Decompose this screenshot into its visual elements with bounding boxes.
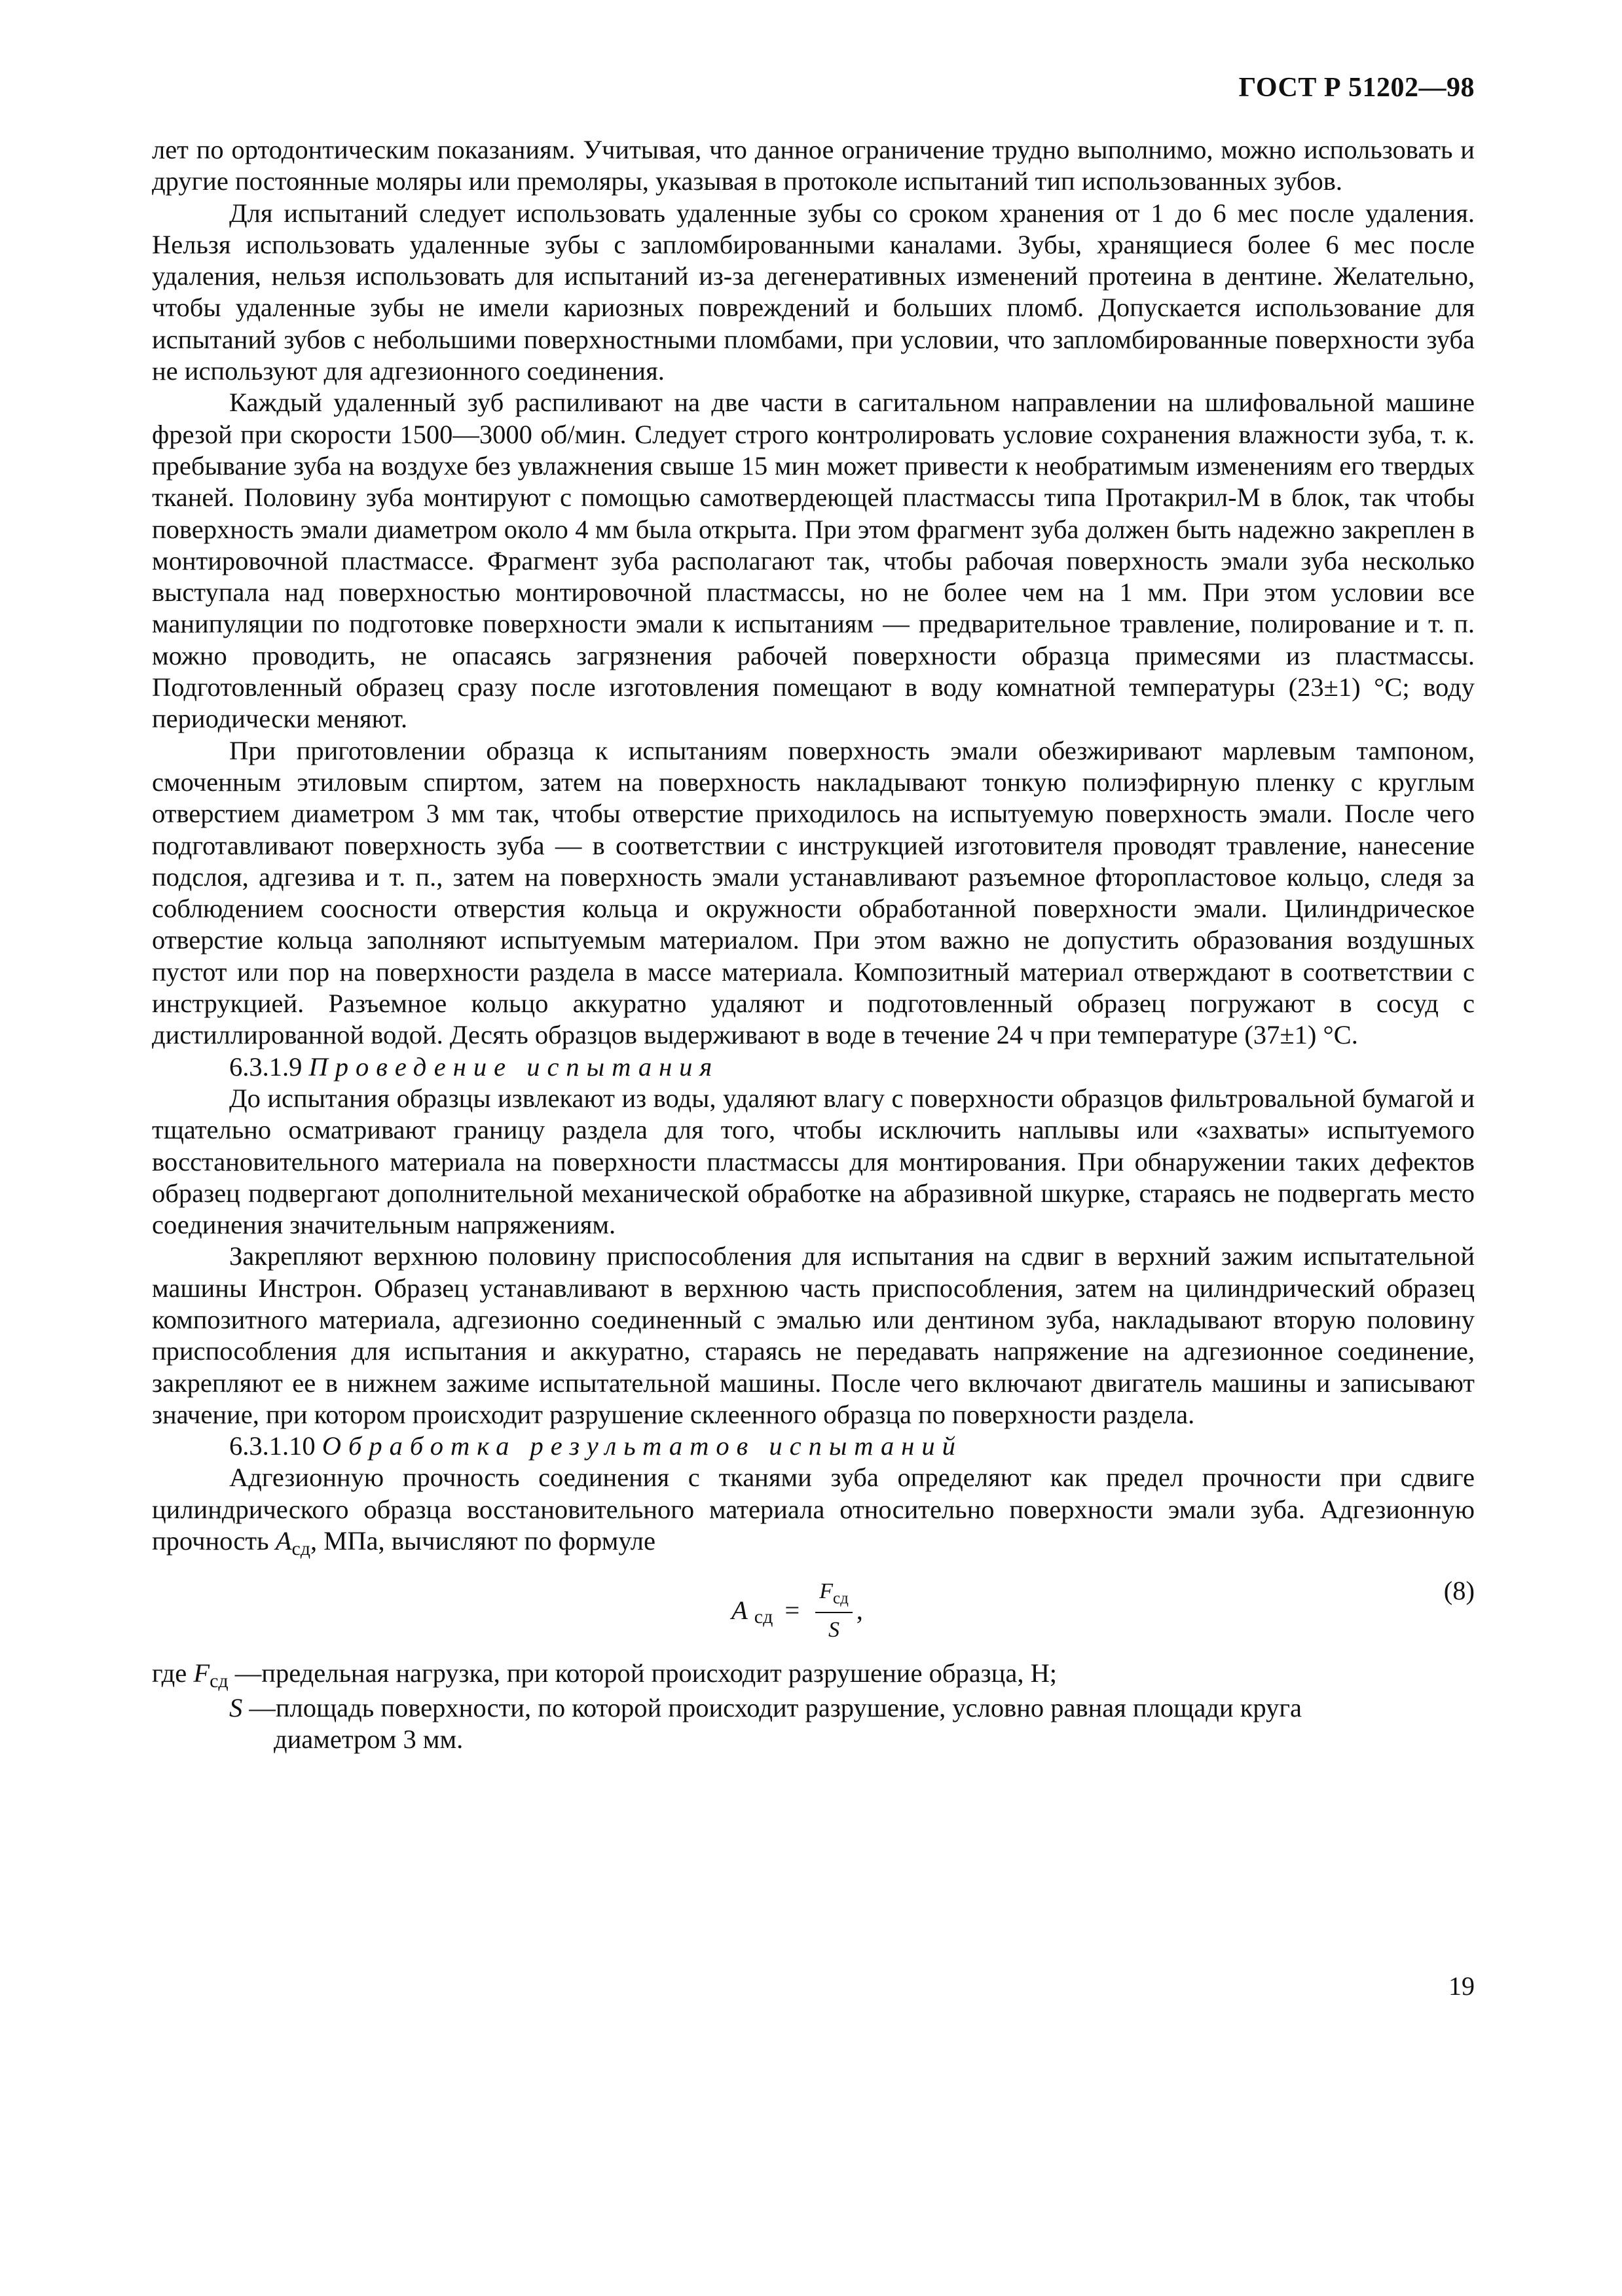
formula-8 [152, 1571, 1475, 1650]
paragraph: До испытания образцы извлекают из воды, удаляют влагу с поверхности образцов фильтровальной бумагой и тщательно осматривают границу раздела для того, чтобы исключить наплывы или «захваты» испытуемого восстановительного материала на поверхности пластмассы для монтирования. При обнаружении таких дефектов образец подвергают дополнительной механической обработке на абразивной шкурке, стараясь не подвергать место соединения значительным напряжениям. [152, 1083, 1475, 1240]
document-body [152, 134, 1475, 1755]
paragraph: Каждый удаленный зуб распиливают на две части в сагитальном направлении на шлифовальной машине фрезой при скорости 1500—3000 об/мин. Следует строго контролировать условие сохранения влажности зуба, т. к. пребывание зуба на воздухе без увлажнения свыше 15 мин может привести к необратимым изменениям его твердых тканей. Половину зуба монтируют с помощью самотвердеющей пластмассы типа Протакрил-М в блок, так чтобы поверхность эмали диаметром около 4 мм была открыта. При этом фрагмент зуба должен быть надежно закреплен в монтировочной пластмассе. Фрагмент зуба располагают так, чтобы рабочая поверхность эмали зуба несколько выступала над поверхностью монтировочной пластмассы, но не более чем на 1 мм. При этом условии все манипуляции по подготовке поверхности эмали к испытаниям — предварительное травление, полирование и т. п. можно проводить, не опасаясь загрязнения рабочей поверхности образца примесями из пластмассы. Подготовленный образец сразу после изготовления помещают в воду комнатной температуры (23±1) °С; воду периодически меняют. [152, 388, 1475, 734]
paragraph: Закрепляют верхнюю половину приспособления для испытания на сдвиг в верхний зажим испытательной машины Инстрон. Образец устанавливают в верхнюю часть приспособления, затем на цилиндрический образец композитного материала, адгезионно соединенный с эмалью или дентином зуба, накладывают вторую половину приспособления для испытания и аккуратно, стараясь не передавать напряжение на адгезионное соединение, закрепляют ее в нижнем зажиме испытательной машины. После чего включают двигатель машины и записывают значение, при котором происходит разрушение склеенного образца по поверхности раздела. [152, 1241, 1475, 1429]
paragraph: При приготовлении образца к испытаниям поверхность эмали обезжиривают марлевым тампоном, смоченным этиловым спиртом, затем на поверхность накладывают тонкую полиэфирную пленку с круглым отверстием диаметром 3 мм так, чтобы отверстие приходилось на испытуемую поверхность эмали. После чего подготавливают поверхность зуба — в соответствии с инструкцией изготовителя проводят травление, нанесение подслоя, адгезива и т. п., затем на поверхность эмали устанавливают разъемное фторопластовое кольцо, следя за соблюдением соосности отверстия кольца и окружности обработанной поверхности эмали. Цилиндрическое отверстие кольца заполняют испытуемым материалом. При этом важно не допустить образования воздушных пустот или пор на поверхности раздела в массе материала. Композитный материал отверждают в соответствии с инструкцией. Разъемное кольцо аккуратно удаляют и подготовленный образец погружают в сосуд с дистиллированной водой. Десять образцов выдерживают в воде в течение 24 ч при температуре (37±1) °С. [152, 735, 1475, 1050]
fraction: $\frac{F_{сд}}{S}$ [815, 1576, 853, 1647]
section-title: Проведение испытания [308, 1051, 720, 1082]
legend-item-s: S —площадь поверхности, по которой происходит разрушение, условно равная площади круга [229, 1692, 1302, 1722]
section-number: 6.3.1.10 [229, 1431, 316, 1461]
page-number: 19 [1448, 1971, 1475, 2001]
paragraph: Адгезионную прочность соединения с тканями зуба определяют как предел прочности при сдвиге цилиндрического образца восстановительного материала относительно поверхности эмали зуба. Адгезионную прочность Aсд, МПа, вычисляют по формуле [152, 1463, 1475, 1560]
paragraph: лет по ортодонтическим показаниям. Учитывая, что данное ограничение трудно выполнимо, можно использовать и другие постоянные моляры или премоляры, указывая в протоколе испытаний тип использованных зубов. [152, 135, 1475, 196]
legend-item-f: где Fсд —предельная нагрузка, при которой происходит разрушение образца, Н; [152, 1658, 1058, 1692]
legend-item-s-continued: диаметром 3 мм. [274, 1724, 464, 1754]
section-heading-6-3-1-10 [152, 1430, 1475, 1462]
equation-number: (8) [1443, 1576, 1475, 1606]
section-heading-6-3-1-9 [152, 1051, 1475, 1083]
section-number: 6.3.1.9 [229, 1051, 303, 1082]
formula-legend [152, 1658, 1475, 1755]
document-header: ГОСТ Р 51202—98 [1238, 73, 1475, 103]
paragraph: Для испытаний следует использовать удаленные зубы со сроком хранения от 1 до 6 мес после удаления. Нельзя использовать удаленные зубы с запломбированными каналами. Зубы, хранящиеся более 6 мес после удаления, нельзя использовать для испытаний из-за дегенеративных изменений протеина в дентине. Желательно, чтобы удаленные зубы не имели кариозных повреждений и больших пломб. Допускается использование для испытаний зубов с небольшими поверхностными пломбами, при условии, что запломбированные поверхности зуба не используют для адгезионного соединения. [152, 198, 1475, 386]
section-title: Обработка результатов испытаний [322, 1431, 963, 1461]
formula-expression: A сд = $\frac{F_{сд}}{S}$ , [731, 1571, 863, 1650]
